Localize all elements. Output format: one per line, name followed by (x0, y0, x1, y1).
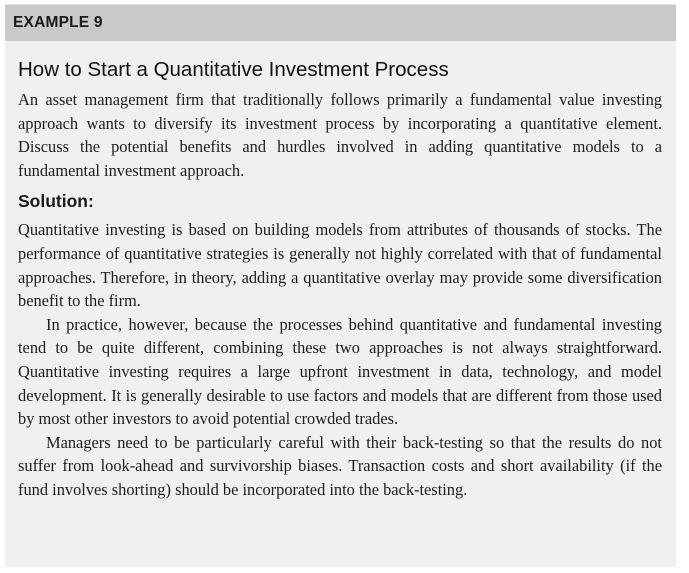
example-box (5, 4, 676, 567)
example-label: EXAMPLE 9 (13, 14, 103, 31)
solution-paragraph-1: Quantitative investing is based on building models from attributes of thousands of stocks. The performance of quantitative strategies is generally not highly correlated with that of fundamental approaches. Therefore, in theory, adding a quantitative overlay may provide some diversification benefit to the firm. (18, 220, 662, 311)
solution-paragraph-3: Managers need to be particularly careful with their back-testing so that the results do not suffer from look-ahead and survivorship biases. Transaction costs and short availability (if the fund involves shorting) should be incorporated into the back-testing. (18, 432, 662, 499)
solution-heading: Solution: (18, 191, 94, 212)
example-header (5, 5, 676, 41)
example-title: How to Start a Quantitative Investment Process (18, 58, 449, 81)
example-prompt: An asset management firm that traditionally follows primarily a fundamental value investing approach wants to diversify its investment process by incorporating a quantitative element. Discuss the potential benefits and hurdles involved in adding quantitative models to a fundamental investment approach. (18, 90, 662, 180)
solution-paragraph-2: In practice, however, because the processes behind quantitative and fundamental investing tend to be quite different, combining these two approaches is not always straightforward. Quantitative investing requires a large upfront investment in data, technology, and model development. It is generally desirable to use factors and models that are different from those used by most other investors to avoid potential crowded trades. (18, 314, 662, 429)
